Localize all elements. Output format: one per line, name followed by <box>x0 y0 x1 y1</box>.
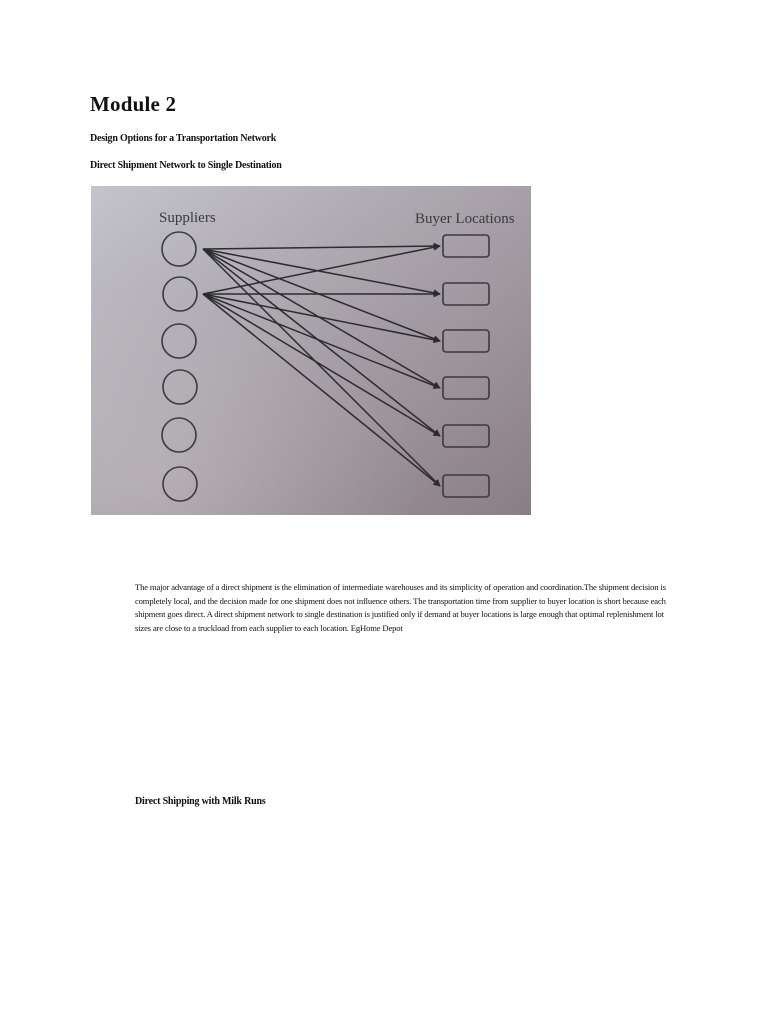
direct-shipment-network-figure <box>91 186 531 515</box>
network-diagram-photo <box>91 186 531 515</box>
body-paragraph: The major advantage of a direct shipment is the elimination of intermediate warehouses and its simplicity of operation and coordination.The shipment decision is completely local, and the decision made for one shipment does not influence others. The transportation time from supplier to buyer location is short because each shipment goes direct. A direct shipment network to single destination is justified only if demand at buyer locations is large enough that optimal replenishment lot sizes are close to a truckload from each supplier to each location. EgHome Depot <box>135 582 666 633</box>
section-heading: Design Options for a Transportation Network <box>90 133 277 144</box>
buyer-locations-label: Buyer Locations <box>415 211 515 227</box>
page-title: Module 2 <box>90 92 177 116</box>
subsection-heading: Direct Shipment Network to Single Destination <box>90 160 282 171</box>
suppliers-label: Suppliers <box>159 210 216 226</box>
section-heading-milk-runs: Direct Shipping with Milk Runs <box>135 796 266 807</box>
